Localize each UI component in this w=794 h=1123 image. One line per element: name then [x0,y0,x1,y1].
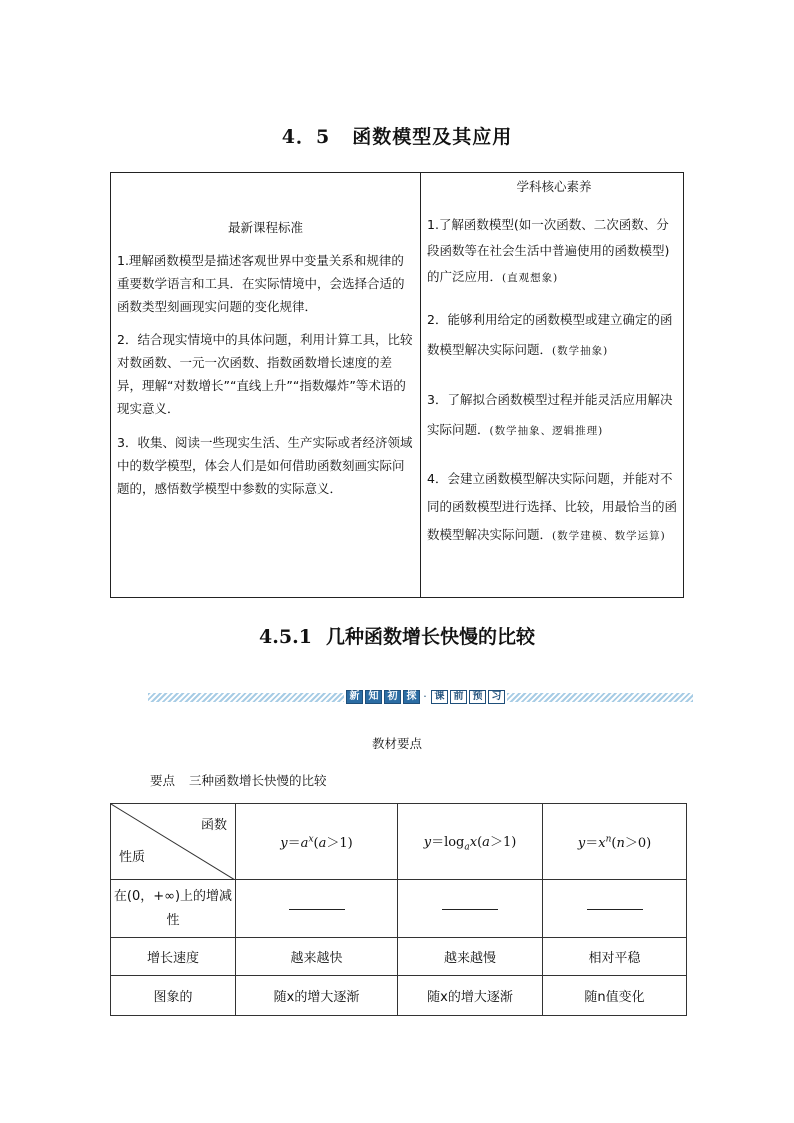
literacy-item-4 [427,465,681,550]
corner-cell [111,804,236,880]
subsection-number: 4.5.1 [259,626,312,648]
key-point-label: 要点 [150,773,176,788]
corner-bottom-label: 性质 [119,850,146,865]
preview-banner [148,689,693,705]
banner-char: 初 [384,690,401,704]
blank-cell[interactable] [236,880,398,938]
banner-char: 探 [403,690,420,704]
banner-char: 新 [346,690,363,704]
row-label-growth-speed: 增长速度 [111,938,236,976]
literacy-item-1 [427,212,681,291]
section-number: 4．5 [281,126,331,148]
banner-char: 知 [365,690,382,704]
subsection-title-text: 几种函数增长快慢的比较 [325,626,535,648]
table-divider [420,173,421,597]
course-standards-heading: 最新课程标准 [227,220,303,235]
section-title-text: 函数模型及其应用 [352,126,513,148]
literacy-item-2-tag: (数学抽象) [552,345,609,357]
banner-stripe-left [148,693,344,702]
literacy-item-3-tag: (数学抽象、逻辑推理) [489,425,604,437]
table-cell: 相对平稳 [543,938,687,976]
standards-table [110,172,684,598]
banner-char: 前 [450,690,467,704]
literacy-item-2 [427,305,681,366]
literacy-item-1-text: 1.了解函数模型(如一次函数、二次函数、分段函数等在社会生活中普遍使用的函数模型)的广泛应用． [427,217,670,284]
core-literacy-column [427,175,681,550]
header-log-function: $y=\log_ax(a>1)$ [398,804,543,880]
answer-blank[interactable] [587,908,643,910]
comparison-table [110,803,687,1016]
subsection-title [0,622,794,649]
answer-blank[interactable] [289,908,345,910]
row-label-monotonicity: 在(0，+∞)上的增减性 [111,880,236,938]
table-cell: 随n值变化 [543,976,687,1016]
literacy-item-3-text: 3．了解拟合函数模型过程并能灵活应用解决实际问题． [427,392,673,437]
banner-char: 预 [469,690,486,704]
header-exp-function: $y=a^x(a>1)$ [236,804,398,880]
blank-cell[interactable] [543,880,687,938]
table-cell: 越来越慢 [398,938,543,976]
standard-item-1: 1.理解函数模型是描述客观世界中变量关系和规律的重要数学语言和工具．在实际情境中，会选择合适的函数类型刻画现实问题的变化规律． [117,253,405,314]
table-cell: 随x的增大逐渐 [236,976,398,1016]
key-point-line [150,771,327,789]
table-cell: 越来越快 [236,938,398,976]
corner-top-label: 函数 [200,818,227,833]
literacy-item-3 [427,385,681,446]
literacy-item-1-tag: (直观想象) [502,272,559,284]
literacy-item-2-text: 2．能够利用给定的函数模型或建立确定的函数模型解决实际问题． [427,312,673,357]
section-title [0,122,794,149]
header-power-function: $y=x^n(n>0)$ [543,804,687,880]
banner-stripe-right [507,693,693,702]
standard-item-2: 2．结合现实情境中的具体问题，利用计算工具，比较对数函数、一元一次函数、指数函数增长速度的差异，理解“对数增长”“直线上升”“指数爆炸”等术语的现实意义． [117,332,413,416]
literacy-item-4-text: 4．会建立函数模型解决实际问题，并能对不同的函数模型进行选择、比较，用最恰当的函数模型解决实际问题． [427,471,678,542]
literacy-item-4-tag: (数学建模、数学运算) [552,530,666,542]
standard-item-3: 3．收集、阅读一些现实生活、生产实际或者经济领域中的数学模型，体会人们是如何借助函数刻画实际问题的，感悟数学模型中参数的实际意义． [117,435,413,496]
banner-separator: · [423,690,427,703]
blank-cell[interactable] [398,880,543,938]
banner-char: 习 [488,690,505,704]
table-cell: 随x的增大逐渐 [398,976,543,1016]
answer-blank[interactable] [442,908,498,910]
core-literacy-heading: 学科核心素养 [516,179,592,194]
key-point-text: 三种函数增长快慢的比较 [189,773,327,788]
course-standards-column [117,216,414,500]
key-points-title: 教材要点 [371,736,422,751]
banner-char: 课 [431,690,448,704]
row-label-graph: 图象的 [111,976,236,1016]
